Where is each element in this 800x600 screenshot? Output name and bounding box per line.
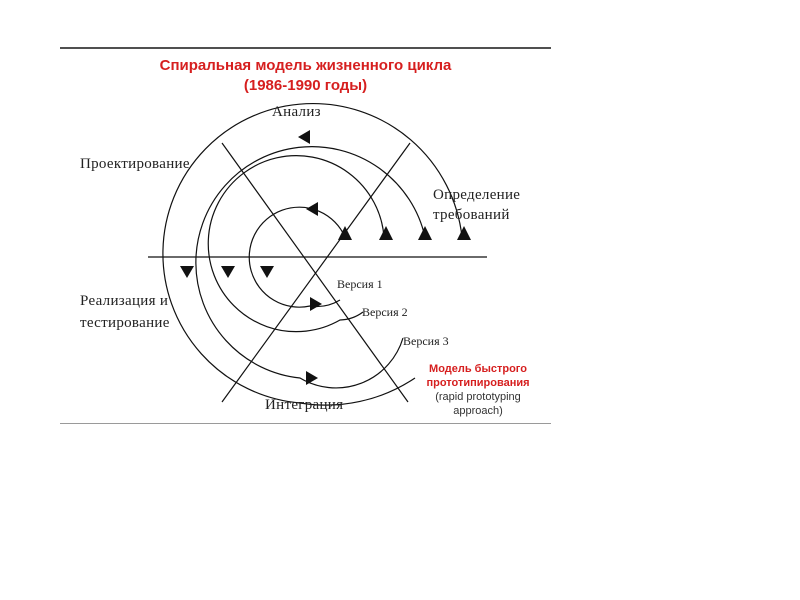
- arrow-up-4: [457, 226, 471, 240]
- stage-requirements-line1: Определение: [433, 187, 521, 203]
- diagram-subtitle: (1986-1990 годы): [243, 77, 368, 94]
- arrow-up-3: [418, 226, 432, 240]
- rapid-note-line1: Модель быстрого: [429, 363, 527, 375]
- diagram-title: Спиральная модель жизненного цикла: [159, 57, 452, 74]
- rapid-note-line4: approach): [453, 405, 503, 417]
- arrow-left-top-inner: [306, 202, 318, 216]
- version-2-label: Версия 2: [362, 305, 408, 319]
- stage-integration: Интеграция: [265, 397, 344, 413]
- rapid-prototyping-note: [408, 362, 548, 418]
- rapid-note-line3: (rapid prototyping: [435, 391, 521, 403]
- arrow-down-1: [180, 266, 194, 278]
- arrow-up-2: [379, 226, 393, 240]
- arrow-left-top-outer: [298, 130, 310, 144]
- arrow-down-2: [221, 266, 235, 278]
- stage-requirements-line2: требований: [433, 207, 510, 223]
- stage-analysis: Анализ: [272, 104, 321, 120]
- version-1-label: Версия 1: [337, 277, 383, 291]
- spiral-outer: [163, 104, 462, 406]
- arrow-right-bottom-inner: [310, 297, 322, 311]
- arrow-down-3: [260, 266, 274, 278]
- spiral-second: [208, 156, 384, 332]
- stage-design: Проектирование: [80, 156, 190, 172]
- version-3-label: Версия 3: [403, 334, 449, 348]
- stage-implementation-line2: тестирование: [80, 315, 170, 331]
- rapid-note-line2: прототипирования: [426, 377, 530, 389]
- stage-implementation-line1: Реализация и: [80, 293, 169, 309]
- arrow-right-bottom-outer: [306, 371, 318, 385]
